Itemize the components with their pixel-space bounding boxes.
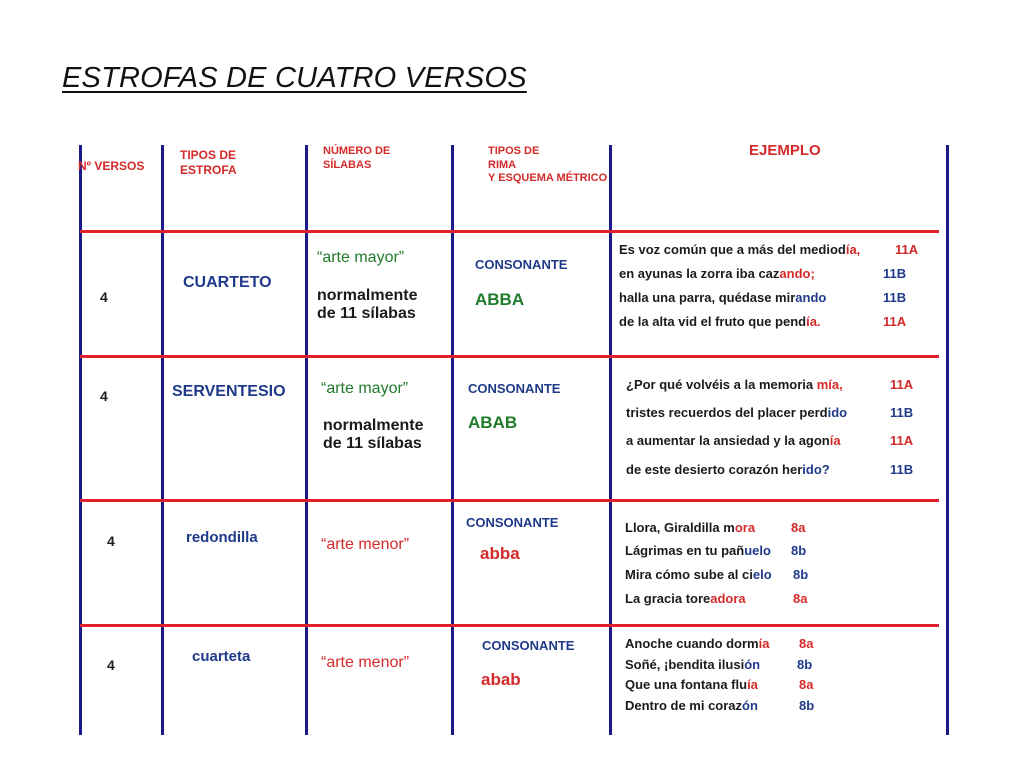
metric-code: 11A bbox=[890, 433, 914, 448]
grid-line bbox=[80, 624, 939, 627]
metric-code: 11A bbox=[883, 314, 907, 329]
grid-line bbox=[80, 230, 939, 233]
example-line: Soñé, ¡bendita ilusión bbox=[625, 657, 761, 672]
metric-code: 8a bbox=[799, 677, 814, 692]
example-line: La gracia toreadora bbox=[625, 591, 746, 606]
example-line: a aumentar la ansiedad y la agonía bbox=[626, 433, 841, 448]
rhyme-scheme: ABBA bbox=[475, 290, 525, 309]
grid-line bbox=[609, 145, 612, 735]
versos-count: 4 bbox=[107, 657, 115, 673]
metric-code: 8a bbox=[791, 520, 806, 535]
header-silabas-l2: SÍLABAS bbox=[323, 159, 372, 171]
metric-code: 8a bbox=[799, 636, 814, 651]
page-title: ESTROFAS DE CUATRO VERSOS bbox=[62, 62, 527, 94]
grid-line bbox=[451, 145, 454, 735]
syllables-l2: de 11 sílabas bbox=[317, 305, 416, 322]
grid-line bbox=[80, 499, 939, 502]
header-rima-l3: Y ESQUEMA MÉTRICO bbox=[488, 172, 608, 184]
syllables-l1: normalmente bbox=[323, 417, 424, 434]
example-line: ¿Por qué volvéis a la memoria mía, bbox=[626, 377, 843, 392]
rhyme-type: CONSONANTE bbox=[466, 515, 559, 530]
syllables-l1: normalmente bbox=[317, 287, 418, 304]
grid-line bbox=[79, 145, 82, 735]
grid-line bbox=[946, 145, 949, 735]
rhyme-type: CONSONANTE bbox=[468, 381, 561, 396]
metric-code: 11A bbox=[895, 242, 919, 257]
metric-code: 11B bbox=[883, 266, 907, 281]
arte-type: “arte mayor” bbox=[317, 249, 405, 266]
header-rima-l1: TIPOS DE bbox=[488, 145, 540, 157]
example-line: Mira cómo sube al cielo bbox=[625, 567, 772, 582]
example-line: de la alta vid el fruto que pendía. bbox=[619, 314, 821, 329]
example-line: Anoche cuando dormía bbox=[625, 636, 770, 651]
strophe-name: cuarteta bbox=[192, 648, 251, 665]
example-line: en ayunas la zorra iba cazando; bbox=[619, 266, 815, 281]
metric-code: 8b bbox=[799, 698, 815, 713]
example-line: Llora, Giraldilla mora bbox=[625, 520, 756, 535]
header-versos: Nº VERSOS bbox=[78, 159, 145, 173]
example-line: Lágrimas en tu pañuelo bbox=[625, 543, 771, 558]
metric-code: 8a bbox=[793, 591, 808, 606]
metric-code: 11B bbox=[890, 462, 914, 477]
arte-type: “arte mayor” bbox=[321, 380, 409, 397]
strophe-name: SERVENTESIO bbox=[172, 383, 286, 400]
metric-code: 11B bbox=[883, 290, 907, 305]
example-line: Que una fontana fluía bbox=[625, 677, 758, 692]
metric-code: 11B bbox=[890, 405, 914, 420]
example-line: tristes recuerdos del placer perdido bbox=[626, 405, 848, 420]
header-ejemplo: EJEMPLO bbox=[749, 142, 821, 159]
arte-type: “arte menor” bbox=[321, 654, 410, 671]
example-line: halla una parra, quédase mirando bbox=[619, 290, 827, 305]
header-rima-l2: RIMA bbox=[488, 159, 517, 171]
metric-code: 8b bbox=[797, 657, 813, 672]
metric-code: 11A bbox=[890, 377, 914, 392]
rhyme-scheme: abab bbox=[481, 670, 521, 689]
metric-code: 8b bbox=[793, 567, 809, 582]
grid-line bbox=[161, 145, 164, 735]
strophe-name: CUARTETO bbox=[183, 274, 272, 291]
example-line: Dentro de mi corazón bbox=[625, 698, 758, 713]
syllables-l2: de 11 sílabas bbox=[323, 435, 422, 452]
versos-count: 4 bbox=[100, 289, 108, 305]
header-tipos-l1: TIPOS DE bbox=[180, 148, 237, 162]
versos-count: 4 bbox=[107, 533, 115, 549]
rhyme-scheme: ABAB bbox=[468, 413, 518, 432]
versos-count: 4 bbox=[100, 388, 108, 404]
rhyme-type: CONSONANTE bbox=[482, 638, 575, 653]
rhyme-type: CONSONANTE bbox=[475, 257, 568, 272]
metric-code: 8b bbox=[791, 543, 807, 558]
grid-line bbox=[80, 355, 939, 358]
arte-type: “arte menor” bbox=[321, 536, 410, 553]
rhyme-scheme: abba bbox=[480, 544, 520, 563]
header-silabas-l1: NÚMERO DE bbox=[323, 145, 391, 157]
grid-line bbox=[305, 145, 308, 735]
strophe-name: redondilla bbox=[186, 529, 258, 546]
header-tipos-l2: ESTROFA bbox=[180, 163, 237, 177]
example-line: Es voz común que a más del mediodía, bbox=[619, 242, 861, 257]
example-line: de este desierto corazón herido? bbox=[626, 462, 830, 477]
